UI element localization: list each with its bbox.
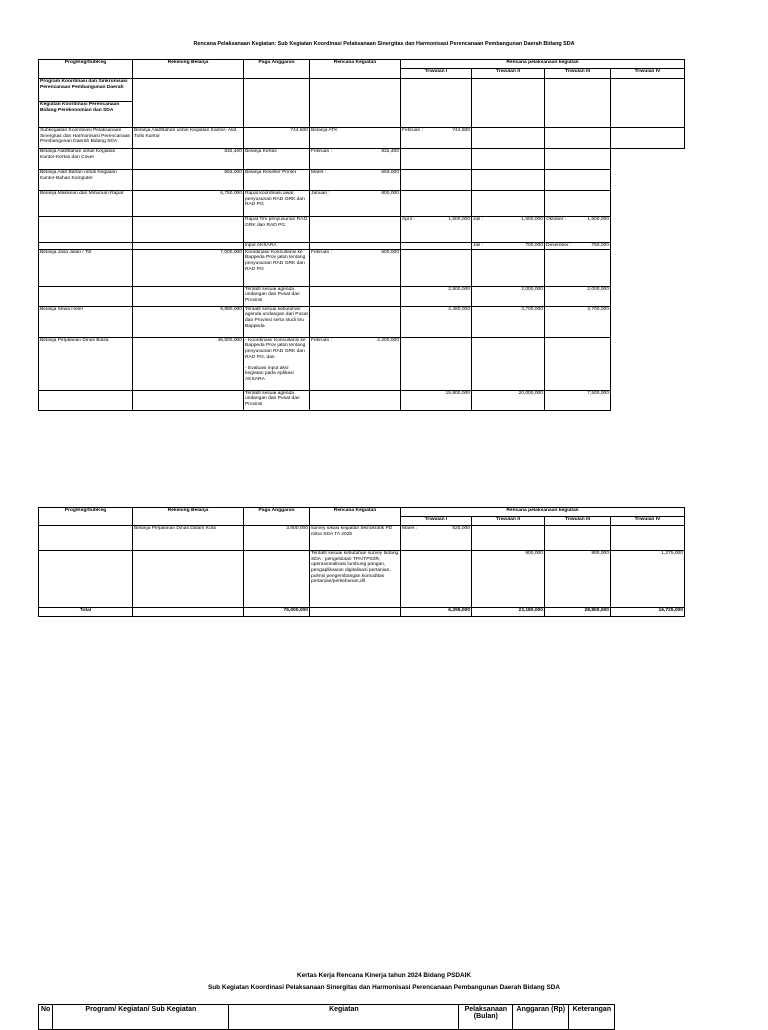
rekening-cell: Belanja Alat/Bahan untuk Kegiatan Kantor-Kertas dan Cover [39,149,133,170]
header-rencana: Rencana Kegiatan [310,508,401,526]
tw1-value: 744,600 [452,128,470,133]
pagu-cell [133,286,244,306]
tw1-value: 693,000 [381,170,399,175]
tw3-cell [473,391,543,397]
plan-table-continued [38,507,685,617]
plan-title: Rencana Pelaksanaan Kegiatan: Sub Kegiatan Koordinasi Pelaksanaan Sinergitas dan Harmonisasi Perencanaan Pembangunan Daerah Bidang SDA [193,41,575,47]
pagu-cell: 45,500,000 [133,337,244,390]
tw1-month: Februari : [311,249,332,255]
tw1-month: Februari : [311,149,332,154]
subkegiatan-cell: Subkegiatan Koordinasi Pelaksanaan Sinergitas dan Harmonisasi Perencanaan Pembangunan Daerah Bidang SDA [39,128,133,149]
tw1-cell [402,128,470,134]
rencana-kegiatan-cell: Tentatif sesuai agenda undangan dari Pusat dan Provinsi [244,286,310,306]
table-row [39,191,685,217]
kertas-kerja-table [38,1004,615,1030]
rencana-kegiatan-cell: - Koordinasi/ Konsultansi ke Bappeda Prov jatim tentang penyusunan RAD GRK dan RAD PG, dan - Evaluasi input aksi kegiatan pada Aplikasi AKSARA [244,337,310,390]
header-tw1: Triwulan I [401,69,472,79]
tw2-cell [473,551,543,557]
tw2-month: April : [402,217,415,222]
header-tw1: Triwulan I [401,517,472,526]
header-tw3: Triwulan III [545,517,611,526]
tw3-value: 900,000 [591,551,609,556]
rencana-kegiatan-cell: Belanja Kertas [244,149,310,170]
tw4-cell [546,287,609,293]
kk-header-kegiatan: Kegiatan [229,1005,459,1030]
rekening-cell: Belanja Perjalanan Dinas Biasa [39,337,133,390]
rencana-kegiatan-cell: Belanja ATK [310,128,401,149]
header-tw4: Triwulan IV [611,517,685,526]
rencana-kegiatan-cell: Tentatif sesuai agenda undangan dari Pusat dan Provinsi [244,390,310,410]
rekening-cell: Belanja Perjalanan Dinas Dalam Kota [133,526,244,551]
pagu-cell: 744,600 [244,128,310,149]
header-tw2: Triwulan II [472,69,545,79]
header-rekening: Rekening Belanja [133,60,244,79]
pagu-cell [244,551,310,608]
pagu-cell: 832,400 [133,149,244,170]
header-tw4: Triwulan IV [611,69,685,79]
tw2-value: 2,500,000 [448,286,470,292]
tw4-cell [546,217,609,223]
pagu-cell [133,217,244,243]
tw1-cell [311,149,399,155]
kegiatan-cell: Kegiatan Koordinasi Perencanaan Bidang Perekonomian dan SDA [39,102,133,128]
pagu-cell: 693,000 [133,170,244,191]
pagu-cell: 9,880,000 [133,306,244,337]
tw1-cell [311,170,399,176]
table-row [39,128,685,149]
rencana-kegiatan-cell: input AKSARA [244,243,310,250]
tw1-cell [311,250,399,256]
tw4-cell [546,307,609,313]
total-tw4: 16,725,000 [611,608,685,617]
rekening-cell [133,551,244,608]
total-tw3: 28,800,000 [545,608,611,617]
tw4-cell [612,551,683,557]
rencana-kegiatan-cell: Tentatif sesuai kebutuhan survey bidang SDA : pengelolaan TPA/TPS3R, operasionalisasi lumbung pangan, pengaplikasian digitalisasi pertanian, polmsi pengembangan komoditas pertanian/perkebunan,dll. [310,551,401,608]
tw3-month: Juli : [473,217,484,222]
tw1-month: Februari : [311,337,332,343]
header-tw2: Triwulan II [472,517,545,526]
rekening-cell: Belanja Sewa Hotel [39,306,133,337]
tw4-value: 1,500,000 [587,217,609,222]
rencana-kegiatan-cell: Rapat Tim penyusunan RAD GRK dan RAD PG [244,217,310,243]
table-row [39,390,685,410]
header-pagu: Pagu Anggaran [244,60,310,79]
tw2-cell [402,391,470,397]
tw2-cell [402,287,470,293]
tw2-cell [402,307,470,313]
tw4-month: Oktober : [546,217,567,222]
tw3-cell [546,551,609,557]
rencana-kegiatan-cell: survey lokasi kegiatan teknokratik PD mitra SDA TA 2025 [310,526,401,551]
rencana-kegiatan-cell: Koordinasi/ Konsultansi ke Bappeda Prov jatim tentang penyusunan RAD GRK dan RAD PG [244,249,310,286]
total-label: Total [39,608,133,617]
tw1-value: 500,000 [381,249,399,255]
total-tw2: 23,180,000 [472,608,545,617]
tw3-cell [473,287,543,293]
tw3-value: 3,700,000 [521,306,543,312]
tw4-value: 3,700,000 [587,306,609,312]
tw3-month: Juli : [473,243,484,248]
tw1-month: Februari : [402,128,423,133]
rekening-cell: Belanja Jasa Jalan / Tol [39,249,133,286]
pagu-cell [133,390,244,410]
program-cell: Program Koordinasi dan Sinkronisasi Perencanaan Pembangunan Daerah [39,79,133,102]
header-prog: Prog/Keg/SubKeg [39,508,133,526]
table-row [39,149,685,170]
tw2-value: 15,800,000 [445,390,470,396]
tw1-month: Maret : [402,526,418,531]
tw3-value: 1,500,000 [521,217,543,222]
tw1-value: 832,400 [381,149,399,154]
rekening-cell [39,286,133,306]
kk-header-pelaksanaan: Pelaksanaan (Bulan) [459,1005,513,1030]
tw1-value: 525,000 [452,526,470,531]
tw2-value: 2,480,000 [448,306,470,312]
header-pagu: Pagu Anggaran [244,508,310,526]
plan-table [38,59,685,411]
table-row [39,243,685,250]
kk-header-no: No [39,1005,53,1030]
pagu-cell: 3,600,000 [244,526,310,551]
tw4-value: 1,275,000 [661,551,683,556]
tw1-month: Maret : [311,170,327,175]
tw3-value: 2,000,000 [521,286,543,292]
rencana-kegiatan-cell: Tentatif sesuai kebutuhan agenda undangan dari Pusat dan Provinsi serta studi tiru Bappeda [244,306,310,337]
rekening-cell: Belanja Alat/Bahan untuk Kegiatan Kantor- Alat Tulis Kantor [133,128,244,149]
pagu-cell: 7,000,000 [133,249,244,286]
header-rencana: Rencana Kegiatan [310,60,401,79]
table-row [39,337,685,390]
tw4-cell [546,391,609,397]
table-row [39,306,685,337]
header-prog: Prog/Keg/SubKeg [39,60,133,79]
tw1-cell [402,526,470,532]
tw2-cell [402,217,470,223]
table-row [39,170,685,191]
tw3-cell [473,243,543,249]
kertas-kerja-subtitle: Sub Kegiatan Koordinasi Pelaksanaan Sinergitas dan Harmonisasi Perencanaan Pembangunan Daerah Bidang SDA [208,984,560,991]
tw3-cell [473,307,543,313]
pagu-cell: 6,750,000 [133,191,244,217]
total-pagu: 75,000,000 [244,608,310,617]
tw3-value: 20,000,000 [518,390,543,396]
tw3-value: 700,000 [525,243,543,248]
kk-header-program: Program/ Kegiatan/ Sub Kegiatan [53,1005,229,1030]
header-rpk: Rencana pelaksanaan kegiatan [401,60,685,69]
tw1-cell [311,338,399,344]
tw3-cell [473,217,543,223]
table-row [39,217,685,243]
table-row [39,286,685,306]
kk-header-anggaran: Anggaran (Rp) [513,1005,569,1030]
table-row [39,551,685,608]
tw2-value: 900,000 [525,551,543,556]
table-row [39,526,685,551]
header-rekening: Rekening Belanja [133,508,244,526]
tw2-value: 1,500,000 [448,217,470,222]
tw4-value: 7,500,000 [587,390,609,396]
tw4-month: Desember : [546,243,572,248]
tw1-cell [311,191,399,197]
tw4-value: 2,000,000 [587,286,609,292]
rencana-kegiatan-cell: Rapat koordinasi awal penyusunan RAD GRK dan RAD PG [244,191,310,217]
tw1-month: Januari : [311,191,330,196]
tw4-value: 750,000 [591,243,609,248]
total-tw1: 6,295,000 [401,608,472,617]
tw1-value: 2,200,000 [377,337,399,343]
tw4-cell [546,243,609,249]
table-row [39,249,685,286]
kertas-kerja-title: Kertas Kerja Rencana Kinerja tahun 2024 Bidang PSDAIK [296,972,472,979]
kk-header-keterangan: Keterangan [569,1005,615,1030]
rekening-cell: Belanja Alat/ Bahan untuk Kegiatan Kantor-Bahan Komputer [39,170,133,191]
rekening-cell [39,390,133,410]
rekening-cell [39,243,133,250]
header-rpk: Rencana pelaksanaan kegiatan [401,508,685,517]
rencana-kegiatan-cell: Belanja Reseller Printer [244,170,310,191]
header-tw3: Triwulan III [545,69,611,79]
tw1-value: 800,000 [381,191,399,196]
rekening-cell [39,217,133,243]
rekening-cell: Belanja Makanan dan Minuman Rapat [39,191,133,217]
pagu-cell [133,243,244,250]
